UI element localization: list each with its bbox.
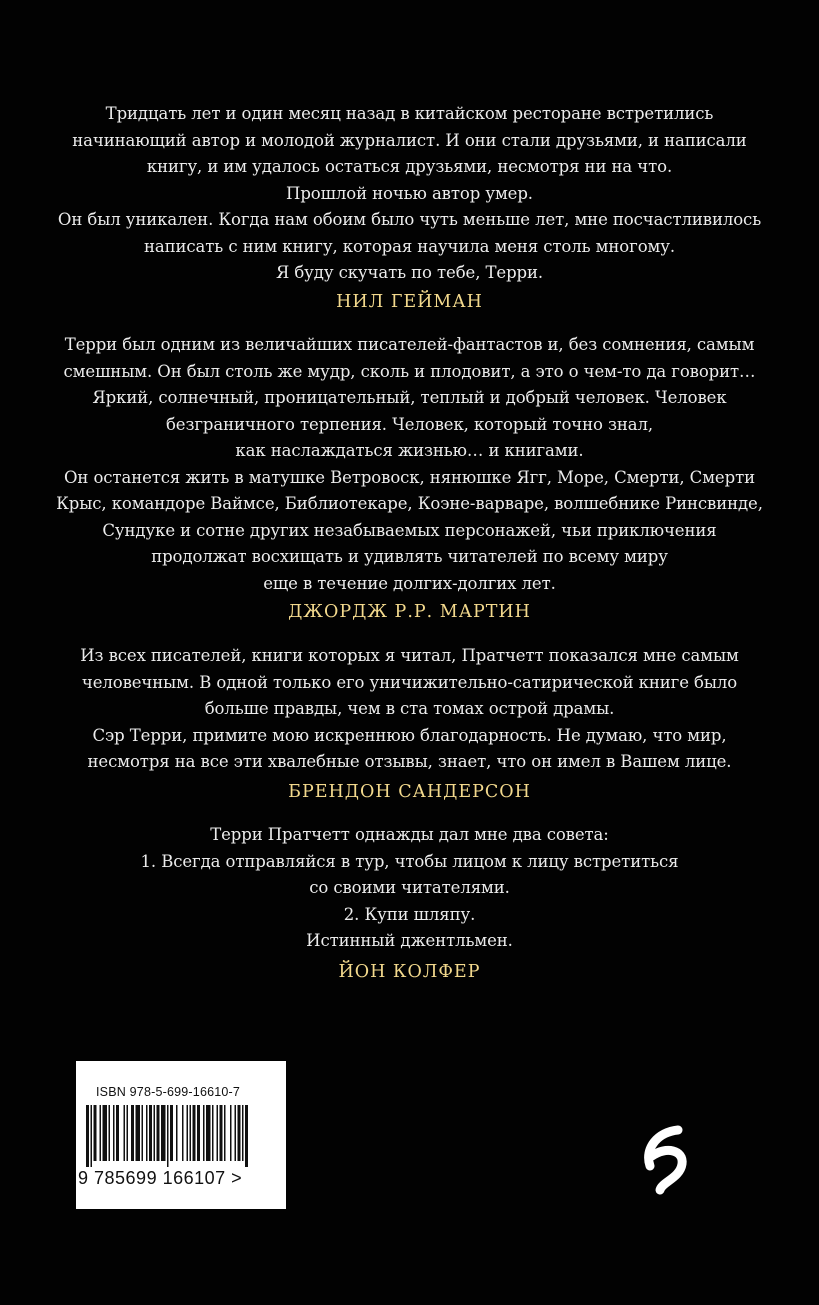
barcode-bar [170,1105,173,1161]
quote-line: безграничного терпения. Человек, который точно знал, [165,414,654,434]
quote-line: Сундуке и сотне других незабываемых персонажей, чьи приключения [102,520,717,540]
quote-sanderson [20,643,799,776]
quote-line: начинающий автор и молодой журналист. И они стали друзьями, и написали [72,130,747,150]
barcode-bar [161,1105,166,1161]
quote-line: продолжат восхищать и удивлять читателей по всему миру [151,547,668,566]
author-martin: ДЖОРДЖ Р.Р. МАРТИН [288,602,531,622]
quote-martin [20,332,799,597]
barcode-bar [131,1105,134,1161]
quote-line: Из всех писателей, книги которых я читал, Пратчетт показался мне самым [80,646,739,665]
barcode-bar [182,1105,184,1161]
barcode-bar [242,1105,244,1161]
author-sanderson: БРЕНДОН САНДЕРСОН [288,782,531,802]
barcode-bar [154,1105,156,1161]
barcode-bar [116,1105,119,1161]
barcode-bar [157,1105,160,1161]
barcode-bar [238,1105,241,1161]
quote-line: Крыс, командоре Ваймсе, Библиотекаре, Коэне-варваре, волшебнике Ринсвинде, [56,494,763,513]
quote-colfer [20,822,799,955]
barcode-bar [217,1105,219,1161]
quote-line: 1. Всегда отправляйся в тур, чтобы лицом к лицу встретиться [140,851,679,871]
isbn-barcode [76,1061,286,1209]
quote-line: Прошлой ночью автор умер. [286,183,533,203]
barcode-bar [167,1105,169,1167]
barcode-bar [103,1105,108,1161]
barcode-bar [212,1105,214,1161]
quote-line: Тридцать лет и один месяц назад в китайском ресторане встретились [105,104,714,123]
barcode-bar [109,1105,111,1161]
quote-line: Яркий, солнечный, проницательный, теплый и добрый человек. Человек [92,388,727,407]
quote-line: еще в течение долгих-долгих лет. [263,573,556,593]
barcode-bar [187,1105,189,1161]
quote-line: Он был уникален. Когда нам обоим было чуть меньше лет, мне посчастливилось [57,210,762,229]
barcode-bar [100,1105,102,1161]
barcode-bars [80,1105,280,1167]
barcode-bar [245,1105,248,1167]
eksmo-logo-icon [640,1116,690,1196]
barcode-bar [86,1105,89,1167]
quote-line: смешным. Он был столь же мудр, сколь и плодовит, а это о чем-то да говорит… [63,361,756,381]
quote-line: человечным. В одной только его уничижительно-сатирической книге было [81,672,738,692]
quote-line: 2. Купи шляпу. [343,904,476,924]
barcode-bar [91,1105,93,1167]
barcode-bar [124,1105,126,1161]
quote-line: Терри Пратчетт однажды дал мне два совета: [210,825,609,844]
quote-line: со своими читателями. [309,878,510,897]
quote-gaiman [20,101,799,287]
barcode-bar [230,1105,232,1161]
barcode-bar [142,1105,144,1161]
barcode-bar [235,1105,237,1161]
barcode-bar [146,1105,148,1161]
barcode-digits: 9 785699 166107 > [78,1168,243,1188]
barcode-bar [127,1105,129,1161]
barcode-bar [220,1105,223,1161]
barcode-bar [190,1105,192,1161]
quote-line: Сэр Терри, примите мою искреннюю благодарность. Не думаю, что мир, [92,725,727,745]
quote-line: Терри был одним из величайших писателей-фантастов и, без сомнения, самым [64,335,755,354]
quote-line: больше правды, чем в ста томах острой драмы. [204,699,615,718]
quote-line: как наслаждаться жизнью… и книгами. [235,441,584,460]
quote-line: Истинный джентльмен. [306,931,513,950]
quote-line: книгу, и им удалось остаться друзьями, несмотря ни на что. [146,157,673,176]
quote-line: несмотря на все эти хвалебные отзывы, знает, что он имел в Вашем лице. [87,752,732,771]
isbn-label: ISBN 978-5-699-16610-7 [96,1085,241,1099]
author-gaiman: НИЛ ГЕЙМАН [336,292,483,312]
barcode-bar [149,1105,152,1161]
barcode-bar [197,1105,200,1161]
barcode-bar [113,1105,115,1161]
barcode-bar [206,1105,211,1161]
barcode-bar [136,1105,141,1161]
barcode-bar [176,1105,178,1161]
barcode-bar [203,1105,205,1161]
barcode-bar [193,1105,196,1161]
quote-line: Я буду скучать по тебе, Терри. [275,263,544,282]
barcode-bar [94,1105,97,1161]
quote-line: написать с ним книгу, которая научила меня столь многому. [143,236,676,256]
author-colfer: ЙОН КОЛФЕР [338,962,481,982]
barcode-bar [224,1105,226,1161]
quote-line: Он останется жить в матушке Ветровоск, нянюшке Ягг, Море, Смерти, Смерти [63,467,755,487]
